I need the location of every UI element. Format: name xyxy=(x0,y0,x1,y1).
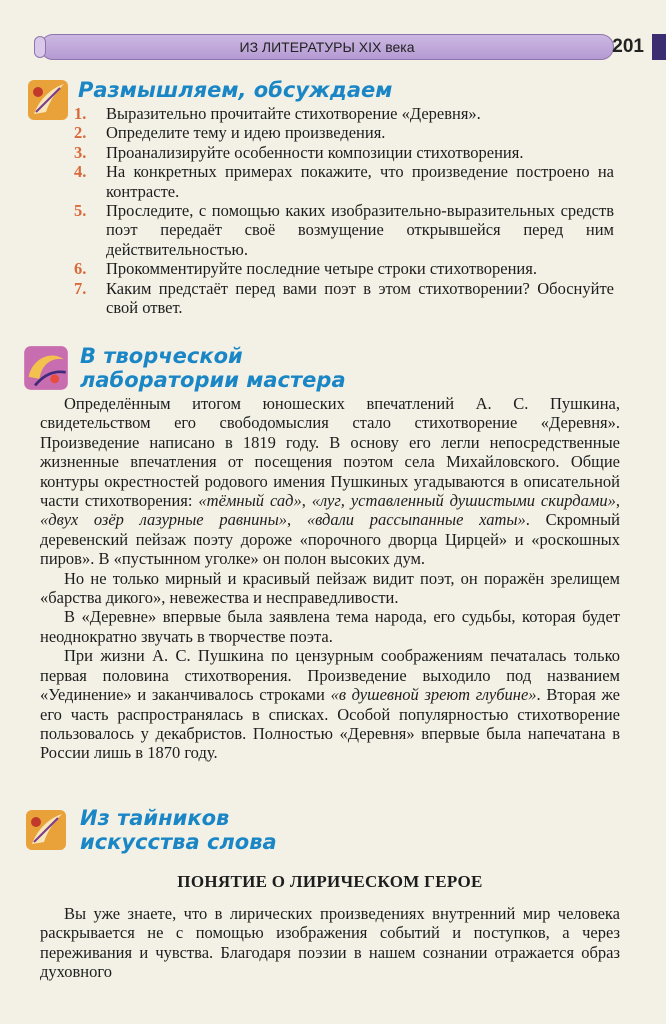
page-corner-tab xyxy=(652,34,666,60)
palette-swirl-icon xyxy=(22,344,70,392)
list-item: 7. Каким предстаёт перед вами поэт в этом стихотворении? Обоснуйте свой ответ. xyxy=(74,278,614,318)
header-scroll-end xyxy=(34,36,46,58)
quill-feather-icon xyxy=(26,78,70,122)
workshop-text xyxy=(40,394,620,763)
list-item: 1. Выразительно прочитайте стихотворение «Деревня». xyxy=(74,104,481,123)
section-title-secrets-line2: искусства слова xyxy=(80,830,277,854)
list-item: 5. Проследите, с помощью каких изобразительно-выразительных средств поэт передаёт своё возмущение открывшейся перед ним действительностью. xyxy=(74,201,614,259)
running-header-title: ИЗ ЛИТЕРАТУРЫ XIX века xyxy=(239,39,415,55)
paragraph: Но не только мирный и красивый пейзаж видит поэт, он поражён зрелищем «барства дикого», невежества и несправедливости. xyxy=(40,568,620,608)
list-item: 3. Проанализируйте особенности композиции стихотворения. xyxy=(74,142,524,162)
list-item: 4. На конкретных примерах покажите, что произведение построено на контрасте. xyxy=(74,162,614,201)
lyric-hero-text xyxy=(40,904,620,982)
subheading-lyric-hero: ПОНЯТИЕ О ЛИРИЧЕСКОМ ГЕРОЕ xyxy=(177,872,483,891)
quill-feather-icon xyxy=(24,808,68,852)
paragraph: При жизни А. С. Пушкина по цензурным соображениям печаталась только первая половина стихотворения. Произведение выходило под названием «Уединение» и заканчивалось строками «в душевной зреют глубине». Вторая же его часть распространялась в списках. Особой популярностью стихотворение пользовалось у декабристов. Полностью «Деревня» впервые была напечатана в России лишь в 1870 году. xyxy=(40,646,620,763)
list-item: 2. Определите тему и идею произведения. xyxy=(74,123,386,143)
section-title-secrets-line1: Из тайников xyxy=(80,806,230,830)
question-list xyxy=(74,104,614,317)
paragraph: В «Деревне» впервые была заявлена тема народа, его судьбы, которая будет неоднократно звучать в творчестве поэта. xyxy=(40,607,620,646)
section-title-workshop-line2: лаборатории мастера xyxy=(80,368,346,392)
page-header-band xyxy=(40,34,614,60)
paragraph: Вы уже знаете, что в лирических произведениях внутренний мир человека раскрывается не с помощью изображения событий и поступков, а через переживания и чувства. Благодаря поэзии в нашем сознании отражается образ духовного xyxy=(40,904,620,982)
section-title-workshop-line1: В творческой xyxy=(80,344,243,368)
section-title-discuss: Размышляем, обсуждаем xyxy=(78,78,393,102)
paragraph: Определённым итогом юношеских впечатлений А. С. Пушкина, свидетельством его свободомыслия стало стихотворение «Деревня». Произведение написано в 1819 году. В основу его легли непосредственные жизненные впечатления от посещения поэтом села Михайловского. Общие контуры окрестностей родового имения Пушкиных угадываются в описательной части стихотворения: «тёмный сад», «луг, уставленный душистыми скирдами», «двух озёр лазурные равнины», «вдали рассыпанные хаты». Скромный деревенский пейзаж поэту дороже «порочного дворца Цирцей» и «роскошных пиров». В «пустынном уголке» он полон высоких дум. xyxy=(40,394,621,569)
page-number: 201 xyxy=(612,36,644,57)
list-item: 6. Прокомментируйте последние четыре строки стихотворения. xyxy=(74,259,537,279)
